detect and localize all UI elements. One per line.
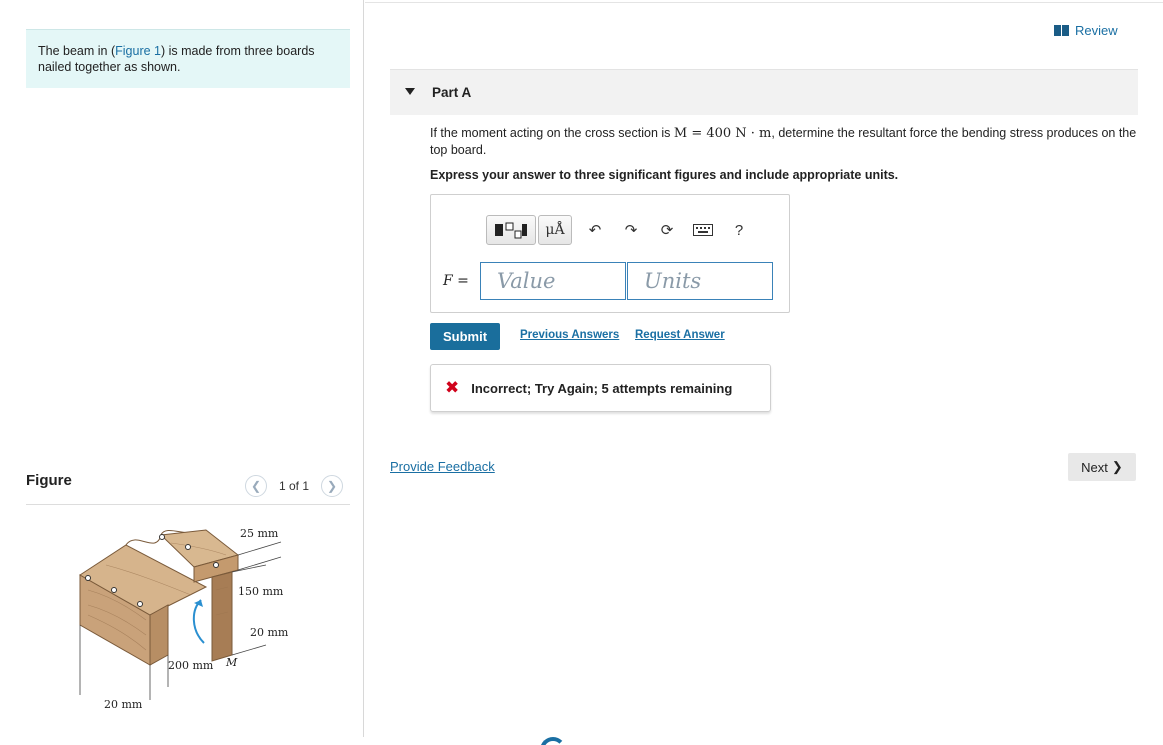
submit-button[interactable]: Submit	[430, 323, 500, 350]
help-icon[interactable]: ?	[734, 221, 744, 239]
dim-top-width: 25 mm	[240, 527, 279, 540]
beam-web-side	[212, 572, 232, 661]
moment-label: M	[226, 656, 238, 669]
intro-prefix: The beam in (	[38, 44, 116, 58]
review-link[interactable]	[1054, 23, 1118, 38]
units-symbols-button[interactable]: μÅ	[538, 215, 572, 245]
figure-pager	[245, 475, 343, 497]
question-math: M = 400 N · m	[673, 126, 772, 141]
next-button[interactable]	[1068, 453, 1136, 481]
figure-counter: 1 of 1	[279, 479, 310, 493]
chevron-right-icon: ❯	[327, 479, 338, 493]
figure-rule	[26, 504, 350, 505]
variable-name: F	[443, 273, 453, 289]
question-prefix: If the moment acting on the cross section is	[430, 126, 674, 140]
figure-link[interactable]: Figure 1	[115, 44, 161, 58]
next-label: Next	[1081, 459, 1108, 475]
dim-flange-width: 200 mm	[168, 659, 214, 672]
intro-suffix: ) is made from three boards nailed together as shown.	[38, 44, 315, 74]
beam-web-front	[150, 605, 168, 665]
answer-instruction: Express your answer to three significant figures and include appropriate units.	[430, 168, 899, 182]
reset-icon[interactable]: ⟳	[660, 222, 674, 239]
chevron-left-icon: ❮	[250, 479, 262, 493]
part-a-header[interactable]	[390, 69, 1138, 115]
part-title: Part A	[432, 85, 472, 100]
dim-bottom-thickness: 20 mm	[104, 698, 143, 711]
value-input[interactable]: Value	[480, 262, 626, 300]
review-label: Review	[1075, 23, 1118, 38]
figure-title: Figure	[26, 472, 72, 489]
answer-variable-label	[443, 273, 469, 289]
book-icon	[1054, 25, 1069, 36]
feedback-message	[430, 364, 771, 412]
keyboard-icon[interactable]	[690, 215, 716, 245]
figure-prev-button[interactable]	[245, 475, 267, 497]
question-suffix: , determine the resultant force the bending stress produces on the top board.	[430, 126, 1137, 157]
templates-icon	[493, 220, 529, 240]
caret-down-icon	[405, 88, 415, 95]
request-answer-link[interactable]: Request Answer	[635, 329, 725, 341]
figure-next-button[interactable]	[321, 475, 343, 497]
units-input[interactable]: Units	[627, 262, 773, 300]
loading-icon	[540, 737, 566, 745]
top-rule	[365, 2, 1163, 3]
beam-figure	[66, 515, 306, 730]
provide-feedback-link[interactable]: Provide Feedback	[390, 459, 495, 474]
templates-button[interactable]	[486, 215, 536, 245]
answer-box	[430, 194, 790, 313]
feedback-text: Incorrect; Try Again; 5 attempts remaining	[471, 380, 733, 396]
undo-icon[interactable]: ↶	[588, 222, 602, 239]
dim-web-thickness: 20 mm	[250, 626, 289, 639]
question-text	[430, 125, 1138, 158]
previous-answers-link[interactable]: Previous Answers	[520, 329, 620, 341]
dim-web-height: 150 mm	[238, 585, 284, 598]
math-toolbar	[486, 215, 752, 245]
x-icon: ✖	[445, 378, 460, 398]
problem-intro	[26, 29, 350, 88]
equals-sign: =	[457, 273, 469, 289]
chevron-right-icon: ❯	[1111, 459, 1123, 474]
redo-icon[interactable]: ↷	[624, 222, 638, 239]
pane-divider	[363, 0, 364, 737]
